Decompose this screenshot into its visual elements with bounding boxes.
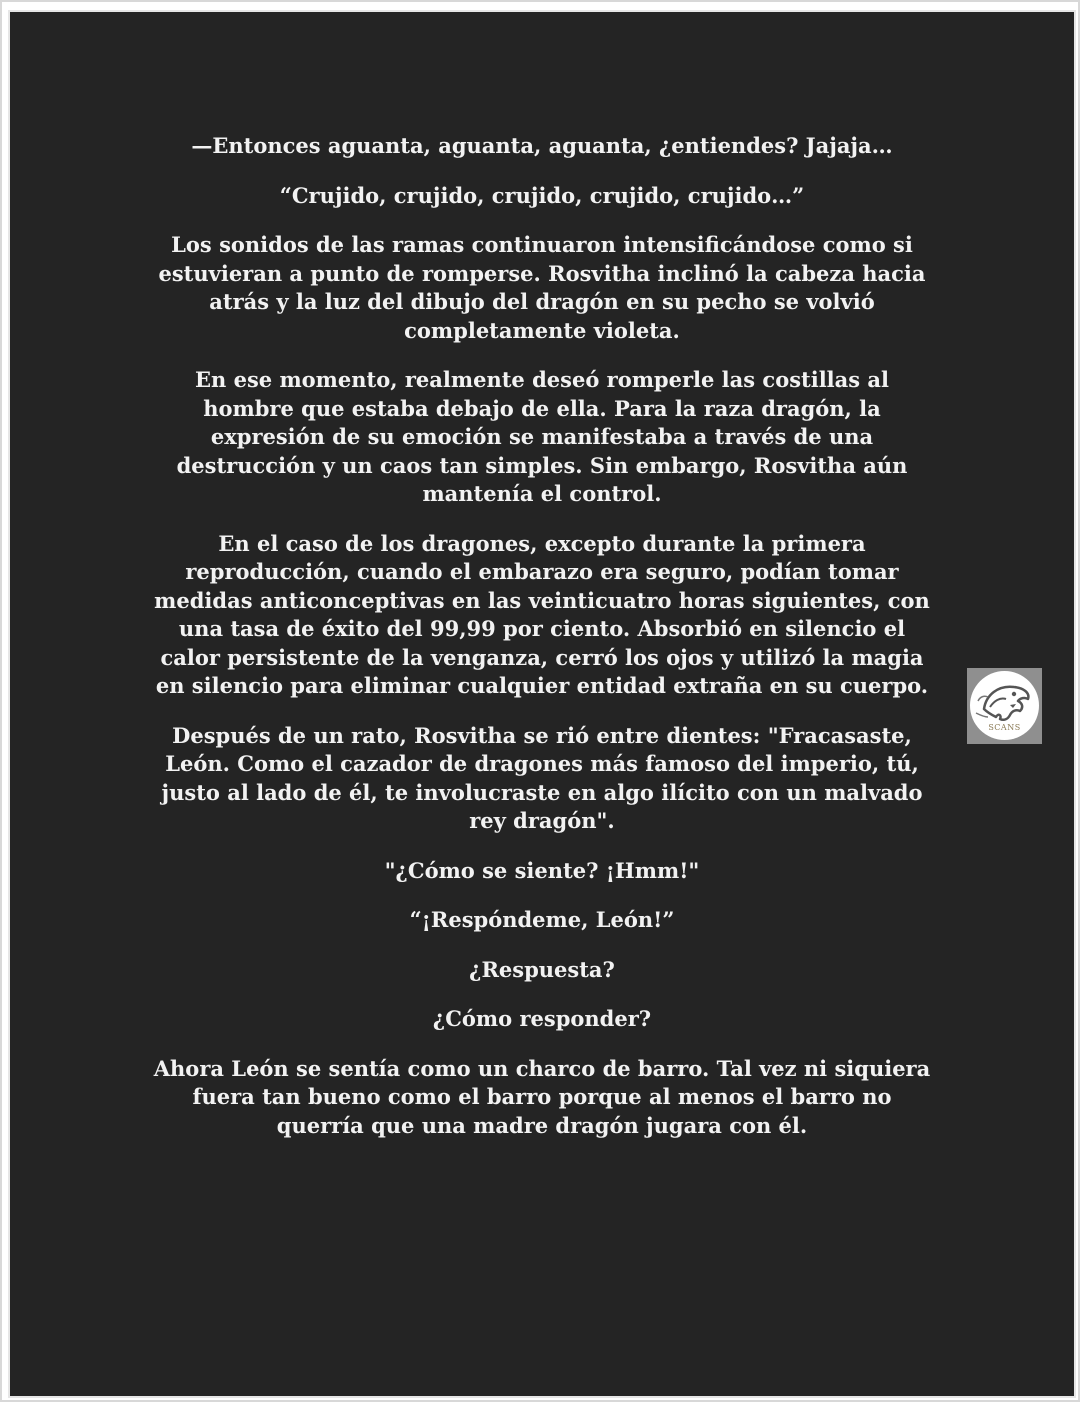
paragraph-4: En ese momento, realmente deseó romperle las costillas al hombre que estaba debajo de ella. Para la raza dragón, la expresión de su emoción se manifestaba a través de una destrucción y un caos tan simples. Sin embargo, Rosvitha aún mantenía el control.: [176, 367, 908, 506]
paragraph-7: "¿Cómo se siente? ¡Hmm!": [384, 857, 700, 883]
paragraph-8: “¡Respóndeme, León!”: [409, 907, 675, 932]
dinosaur-logo-icon: [970, 671, 1039, 740]
scans-watermark-logo: [967, 668, 1042, 744]
text-block: [150, 132, 934, 1161]
paragraph-6: Después de un rato, Rosvitha se rió entre dientes: "Fracasaste, León. Como el cazador de dragones más famoso del imperio, tú, justo al lado de él, te involucraste en algo ilícito con un malvado rey dragón".: [161, 722, 923, 833]
paragraph-1: —Entonces aguanta, aguanta, aguanta, ¿entiendes? Jajaja…: [191, 133, 893, 158]
watermark-text: SCANS: [988, 723, 1021, 732]
paragraph-11: Ahora León se sentía como un charco de barro. Tal vez ni siquiera fuera tan bueno como el barro porque al menos el barro no querría que una madre dragón jugara con él.: [153, 1055, 931, 1138]
paragraph-5: En el caso de los dragones, excepto durante la primera reproducción, cuando el embarazo era seguro, podían tomar medidas anticonceptivas en las veinticuatro horas siguientes, con una tasa de éxito del 99,99 por ciento. Absorbió en silencio el calor persistente de la venganza, cerró los ojos y utilizó la magia en silencio para eliminar cualquier entidad extraña en su cuerpo.: [154, 530, 930, 698]
paragraph-2: “Crujido, crujido, crujido, crujido, crujido…”: [279, 182, 805, 208]
paragraph-9: ¿Respuesta?: [469, 956, 615, 982]
paragraph-10: ¿Cómo responder?: [432, 1006, 652, 1031]
paragraph-3: Los sonidos de las ramas continuaron intensificándose como si estuvieran a punto de romperse. Rosvitha inclinó la cabeza hacia atrás y la luz del dibujo del dragón en su pecho se volvió completamente violeta.: [158, 232, 926, 343]
